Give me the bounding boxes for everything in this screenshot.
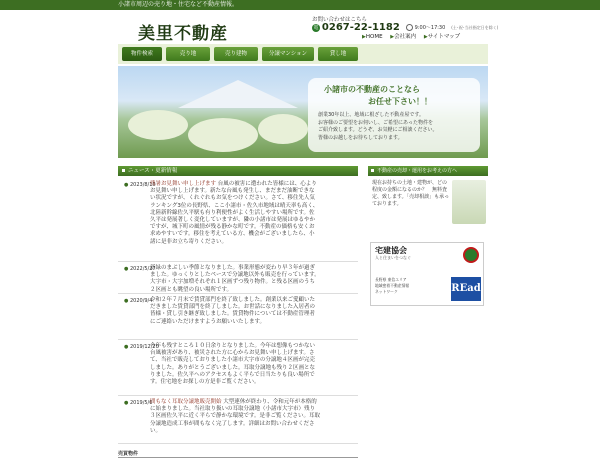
news-date-text: 2019/5/6	[129, 400, 153, 406]
nav-item-rental-land[interactable]: 貸し地	[318, 47, 358, 61]
sidebar-text: 現在お持ちの土地・建物が、どの程度の金額になるのか？ 無料査定、致します。「売却相談」も承っております。	[372, 180, 450, 207]
hero-title-line2: お任せ下さい！！	[368, 97, 432, 106]
news-text: 令和２年７月末で賃貸部門を終了致しました。創業以来ご愛顧いただきました賃貸部門を終了しました。お世話になりました入居者の皆様・貸し引き継ぎ致しました。賃貸物件については不動産管理者にご連絡いただけますようお願いいたします。	[150, 297, 316, 325]
home-link[interactable]: HOME	[365, 34, 383, 40]
news-body	[150, 181, 320, 246]
hero-line: 創業30年以上、地域に根ざした不動産屋です。	[318, 112, 424, 118]
square-bullet-icon	[122, 169, 125, 172]
hero-line: 皆様のお越しをお待ちしております。	[318, 134, 403, 141]
news-heading	[118, 166, 358, 176]
orchard-image	[188, 118, 258, 152]
news-body	[150, 343, 320, 386]
news-body	[150, 297, 320, 326]
news-date-text: 2019/12/20	[129, 344, 159, 350]
news-highlight-link[interactable]: 間もなく耳取分譲地販売開始	[150, 399, 222, 405]
nav-item-land[interactable]: 売り地	[166, 47, 210, 61]
contact-label: お問い合わせはこちら	[312, 17, 368, 23]
banner-title: 宅建協会	[375, 246, 407, 255]
news-item	[118, 296, 358, 340]
news-item	[118, 342, 358, 396]
sales-properties-heading: 売買物件	[118, 450, 358, 458]
sitemap-link[interactable]: サイトマップ	[427, 34, 461, 40]
news-text: 今年も残すところ１０日余りとなりました。今年は想像もつかない台風被害があり、被災された方に心からお見舞い申し上げます。さて、当社で販売しておりました小諸市大字市の分譲地４区画が完売しました。ありがとうございました。耳取分譲地も残り２区画となりました。佐久平へのアクセスもよく平らで日当たりも良い場所です。住宅地をお探しの方是非ご覧ください。	[150, 343, 316, 386]
news-body	[150, 399, 320, 435]
arrow-icon: ▶	[390, 34, 395, 40]
header-links	[362, 32, 466, 40]
site-container	[118, 10, 499, 457]
banner-line: 長野県 東信エリア	[375, 277, 407, 282]
news-body	[150, 265, 320, 294]
news-heading-label: ニュース・更新情報	[128, 168, 178, 174]
takken-banner[interactable]	[370, 242, 484, 306]
clock-icon	[406, 24, 413, 31]
banner-subtitle: 人と住まいをつなぐ	[375, 255, 411, 260]
global-nav	[118, 44, 488, 64]
news-highlight-link[interactable]: 残暑お見舞い申し上げます	[150, 181, 217, 187]
news-date: ● 2022/5/27	[124, 266, 156, 272]
news-date: ● 2019/5/6	[124, 400, 153, 406]
association-logo-icon	[463, 247, 479, 263]
news-item	[118, 180, 358, 262]
sidebar-heading	[368, 166, 488, 176]
company-link[interactable]: 会社案内	[394, 34, 417, 40]
nav-item-condos[interactable]: 分譲マンション	[262, 47, 314, 61]
news-date-text: 2022/5/27	[129, 266, 156, 272]
news-item	[118, 398, 358, 444]
phone-number[interactable]: 0267-22-1182	[321, 22, 400, 33]
sidebar	[368, 166, 488, 294]
banner-line: 地域密着不動産情報	[375, 283, 410, 288]
mountain-image	[178, 80, 298, 108]
nav-item-buildings[interactable]: 売り建物	[214, 47, 258, 61]
orchard-image	[258, 114, 308, 144]
news-date: ● 2019/12/20	[124, 344, 159, 350]
news-date-text: 2023/8/10	[129, 182, 156, 188]
read-logo: REad	[451, 277, 481, 301]
hero-title-line1: 小諸市の不動産のことなら	[324, 85, 420, 94]
news-text: 新緑のまぶしい季節となりました。事業形態が変わり早３年が過ぎました。ゆっくりとしたペースで分譲地以外も販売を行っています。大字市・大字加増それぞれ１区画ずつ残り物件。と残る区画のうち２区画とも眺望の良い場所です。	[150, 265, 320, 293]
news-date: ● 2020/9/4	[124, 298, 153, 304]
hero-banner	[118, 66, 488, 158]
orchard-image	[128, 110, 188, 140]
nav-item-property-search[interactable]: 物件検索	[122, 47, 162, 61]
sidebar-heading-label: 不動産の売却・運用をお考えの方へ	[377, 168, 458, 174]
news-item	[118, 264, 358, 294]
business-hours: 9:00〜17:30	[414, 25, 446, 31]
hero-line: お客様のご要望をお伺いし、ご希望にあった物件を	[318, 119, 433, 126]
consultation-image	[452, 180, 486, 224]
hero-line: ご紹介致します。どうぞ、お気軽にご相談ください。	[318, 127, 438, 133]
phone-icon: 電	[313, 24, 319, 31]
square-bullet-icon	[371, 169, 374, 172]
news-date: ● 2023/8/10	[124, 182, 156, 188]
arrow-icon: ▶	[362, 34, 366, 40]
banner-line: ネットワーク	[375, 289, 398, 294]
holiday-note: (土･祝･当社指定日を除く)	[451, 24, 499, 30]
news-section	[118, 166, 358, 457]
news-text: 大型連休が終わり、令和元年が本格的に始まりました。当社取り扱いの耳取分譲地（小諸市大字市）残り３区画佐久平に近く平らで静かな環境です。是非ご覧ください。耳取分譲地造成工事が間もなく完了します。詳細はお問い合わせください。	[150, 399, 321, 434]
hero-text	[318, 112, 474, 142]
top-bar	[0, 0, 600, 10]
news-date-text: 2020/9/4	[129, 298, 153, 304]
site-logo[interactable]: 美里不動産	[138, 24, 228, 44]
arrow-icon: ▶	[423, 34, 428, 40]
hero-message-box	[308, 78, 480, 152]
top-bar-text: 小諸市周辺の売り地・住宅など不動産情報。	[118, 1, 239, 8]
news-text: 台風の被害に遭われた皆様には、心よりお見舞い申し上げます。新たな台風も発生し、まだまだ油断できない状況ですが、くれぐれもお気をつけください。さて、移住先人気ランキング3位の長野県、ここ小諸市・佐久市地域は晴天率も高く、北陸新幹線佐久平駅も有り利便性がよく生活しやすい場所です。佐久平は発展著しく変化していますが、隣の小諸市は発展はゆるやかですが、城下町の風情が残る静かな町です。不動産の価格も安くお求めやすいです。移住を考えている方、機会がございましたら、小諸に是非お立ち寄りください。	[150, 181, 319, 245]
